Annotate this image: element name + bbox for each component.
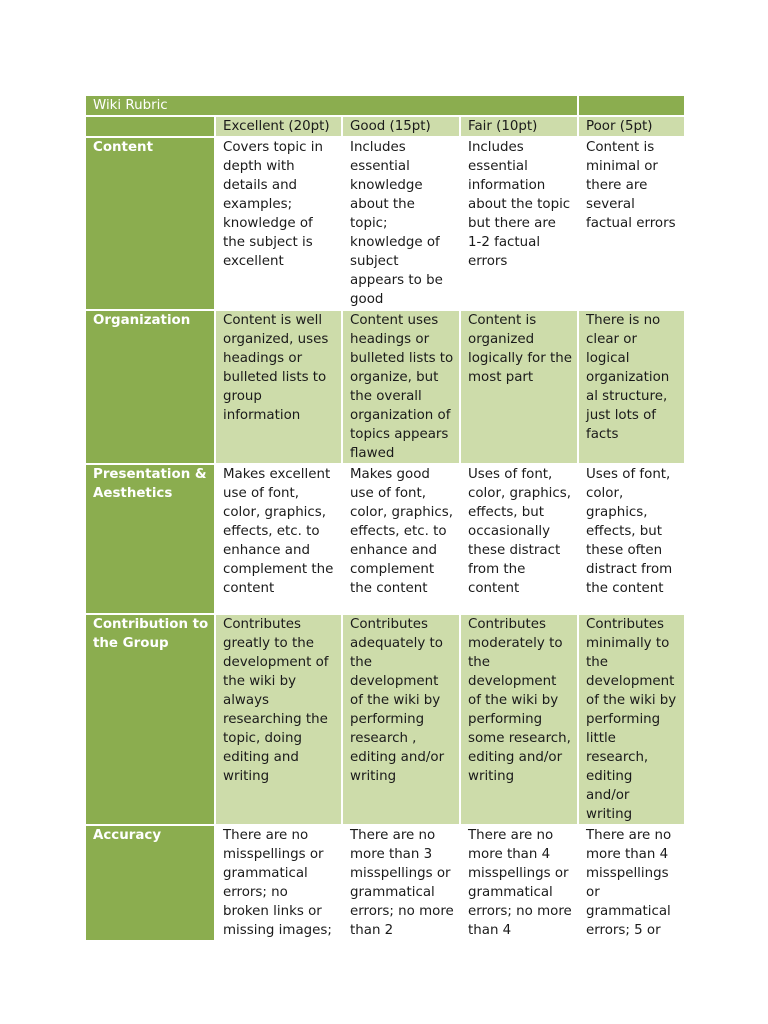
cell-content-good: Includes essential knowledge about the topic; knowledge of subject appears to be good bbox=[342, 137, 460, 310]
rubric-table bbox=[84, 94, 686, 942]
cell-content-fair: Includes essential information about the topic but there are 1-2 factual errors bbox=[460, 137, 578, 310]
cell-content-excellent: Covers topic in depth with details and examples; knowledge of the subject is excellent bbox=[215, 137, 342, 310]
level-header-fair: Fair (10pt) bbox=[460, 116, 578, 137]
cell-contribution-fair: Contributes moderately to the development of the wiki by performing some research, editing and/or writing bbox=[460, 614, 578, 825]
rubric-row-accuracy bbox=[85, 825, 685, 941]
level-header-poor: Poor (5pt) bbox=[578, 116, 685, 137]
criterion-presentation: Presentation & Aesthetics bbox=[85, 464, 215, 614]
cell-contribution-poor: Contributes minimally to the development of the wiki by performing little research, editing and/or writing bbox=[578, 614, 685, 825]
cell-accuracy-fair: There are no more than 4 misspellings or grammatical errors; no more than 4 bbox=[460, 825, 578, 941]
cell-content-poor: Content is minimal or there are several factual errors bbox=[578, 137, 685, 310]
criterion-accuracy: Accuracy bbox=[85, 825, 215, 941]
cell-presentation-good: Makes good use of font, color, graphics, effects, etc. to enhance and complement the content bbox=[342, 464, 460, 614]
cell-accuracy-good: There are no more than 3 misspellings or grammatical errors; no more than 2 bbox=[342, 825, 460, 941]
header-corner-cell bbox=[85, 116, 215, 137]
cell-accuracy-poor: There are no more than 4 misspellings or grammatical errors; 5 or bbox=[578, 825, 685, 941]
level-header-excellent: Excellent (20pt) bbox=[215, 116, 342, 137]
rubric-title-row bbox=[85, 95, 685, 116]
rubric-row-presentation bbox=[85, 464, 685, 614]
cell-contribution-good: Contributes adequately to the development of the wiki by performing research , editing and/or writing bbox=[342, 614, 460, 825]
rubric-row-organization bbox=[85, 310, 685, 464]
criterion-content: Content bbox=[85, 137, 215, 310]
rubric-row-content bbox=[85, 137, 685, 310]
title-row-blank-cell bbox=[578, 95, 685, 116]
cell-organization-excellent: Content is well organized, uses headings or bulleted lists to group information bbox=[215, 310, 342, 464]
cell-presentation-poor: Uses of font, color, graphics, effects, but these often distract from the content bbox=[578, 464, 685, 614]
level-header-good: Good (15pt) bbox=[342, 116, 460, 137]
cell-contribution-excellent: Contributes greatly to the development of the wiki by always researching the topic, doing editing and writing bbox=[215, 614, 342, 825]
cell-presentation-excellent: Makes excellent use of font, color, graphics, effects, etc. to enhance and complement the content bbox=[215, 464, 342, 614]
rubric-title: Wiki Rubric bbox=[85, 95, 578, 116]
cell-organization-poor: There is no clear or logical organization al structure, just lots of facts bbox=[578, 310, 685, 464]
cell-organization-fair: Content is organized logically for the most part bbox=[460, 310, 578, 464]
cell-accuracy-excellent: There are no misspellings or grammatical errors; no broken links or missing images; bbox=[215, 825, 342, 941]
criterion-organization: Organization bbox=[85, 310, 215, 464]
rubric-row-contribution bbox=[85, 614, 685, 825]
rubric-header-row bbox=[85, 116, 685, 137]
cell-organization-good: Content uses headings or bulleted lists to organize, but the overall organization of topics appears flawed bbox=[342, 310, 460, 464]
criterion-contribution: Contribution to the Group bbox=[85, 614, 215, 825]
cell-presentation-fair: Uses of font, color, graphics, effects, but occasionally these distract from the content bbox=[460, 464, 578, 614]
